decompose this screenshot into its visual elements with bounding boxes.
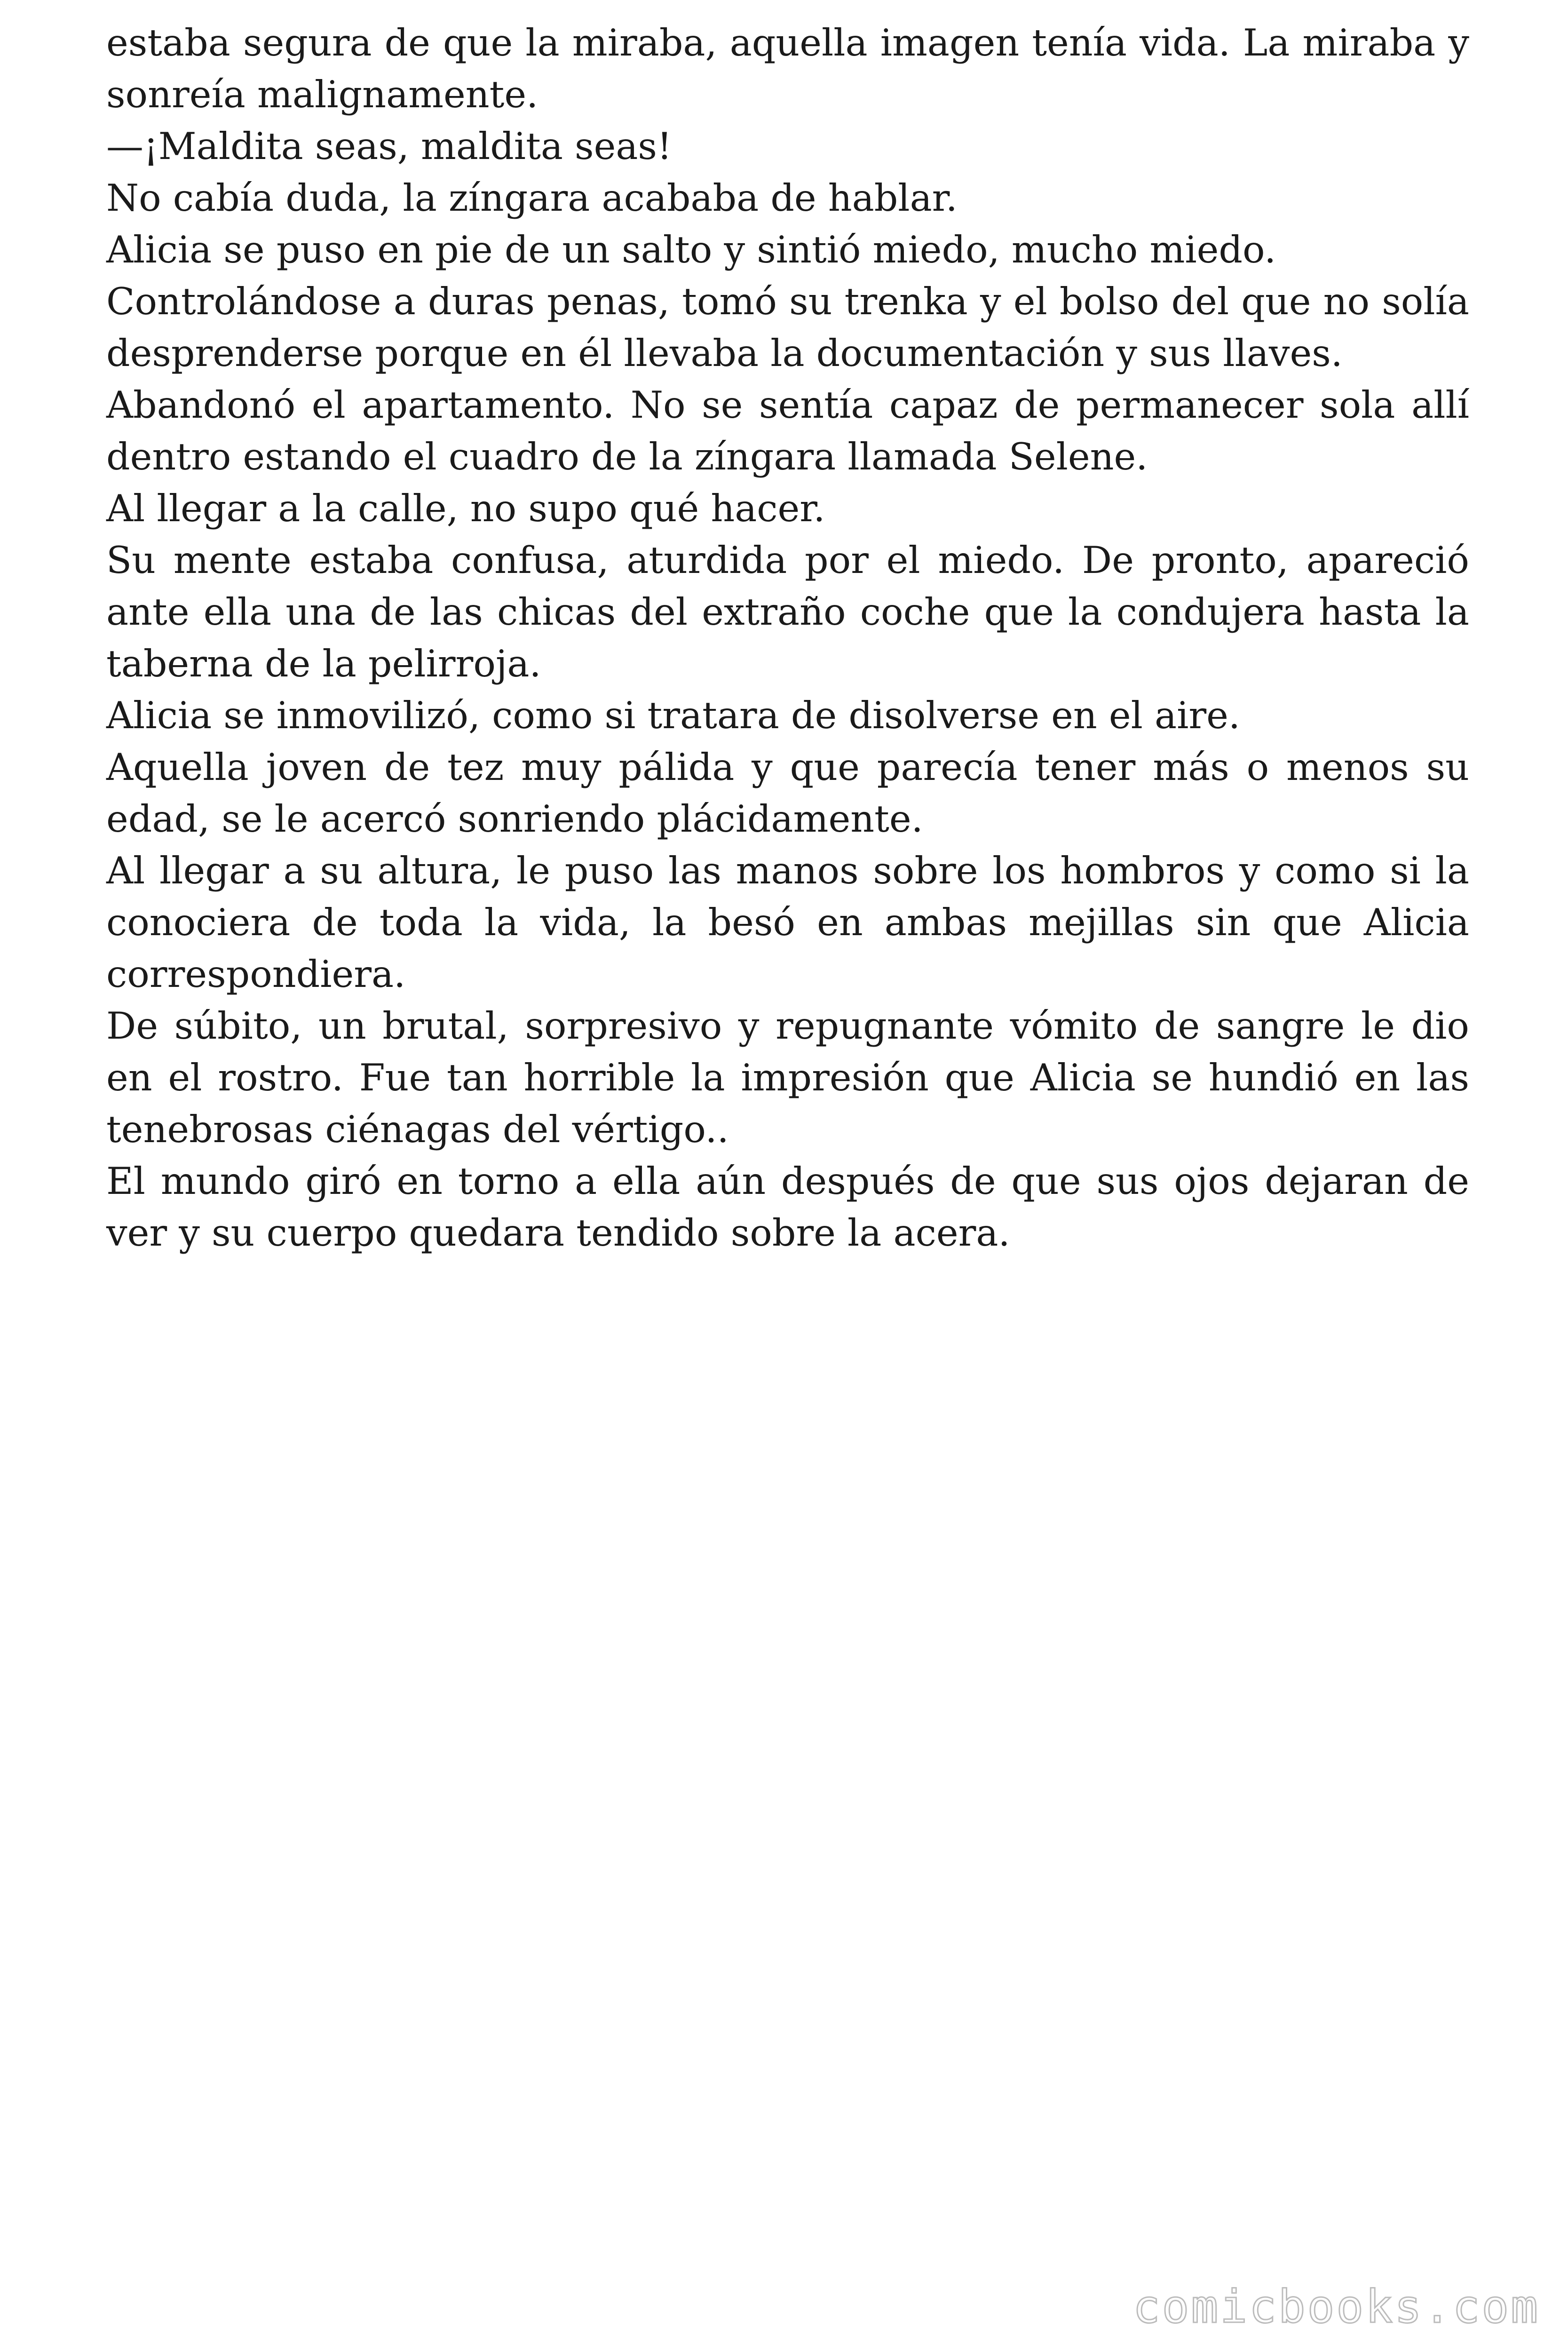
paragraph: Alicia se inmovilizó, como si tratara de disolverse en el aire. (106, 694, 1240, 737)
paragraph: De súbito, un brutal, sorpresivo y repugnante vómito de sangre le dio en el rostro. Fue tan horrible la impresión que Alicia se hundió en las tenebrosas ciénagas del vértigo.. (106, 1004, 1469, 1151)
paragraph: Alicia se puso en pie de un salto y sintió miedo, mucho miedo. (106, 228, 1276, 271)
body-text (106, 17, 1469, 1259)
watermark: comicbooks.com (1132, 2280, 1540, 2333)
paragraph: Controlándose a duras penas, tomó su trenka y el bolso del que no solía desprenderse porque en él llevaba la documentación y sus llaves. (106, 280, 1469, 375)
paragraph: No cabía duda, la zíngara acababa de hablar. (106, 176, 958, 220)
paragraph: Al llegar a la calle, no supo qué hacer. (106, 487, 825, 530)
paragraph: Aquella joven de tez muy pálida y que parecía tener más o menos su edad, se le acercó sonriendo plácidamente. (106, 746, 1469, 841)
paragraph: Abandonó el apartamento. No se sentía capaz de permanecer sola allí dentro estando el cuadro de la zíngara llamada Selene. (106, 383, 1469, 478)
paragraph: —¡Maldita seas, maldita seas! (106, 125, 672, 168)
paragraph: estaba segura de que la miraba, aquella imagen tenía vida. La miraba y sonreía malignamente. (106, 21, 1469, 116)
paragraph: Su mente estaba confusa, aturdida por el miedo. De pronto, apareció ante ella una de las chicas del extraño coche que la condujera hasta la taberna de la pelirroja. (106, 539, 1469, 685)
paragraph: Al llegar a su altura, le puso las manos sobre los hombros y como si la conociera de toda la vida, la besó en ambas mejillas sin que Alicia correspondiera. (106, 849, 1469, 996)
paragraph: El mundo giró en torno a ella aún después de que sus ojos dejaran de ver y su cuerpo quedara tendido sobre la acera. (106, 1160, 1469, 1255)
